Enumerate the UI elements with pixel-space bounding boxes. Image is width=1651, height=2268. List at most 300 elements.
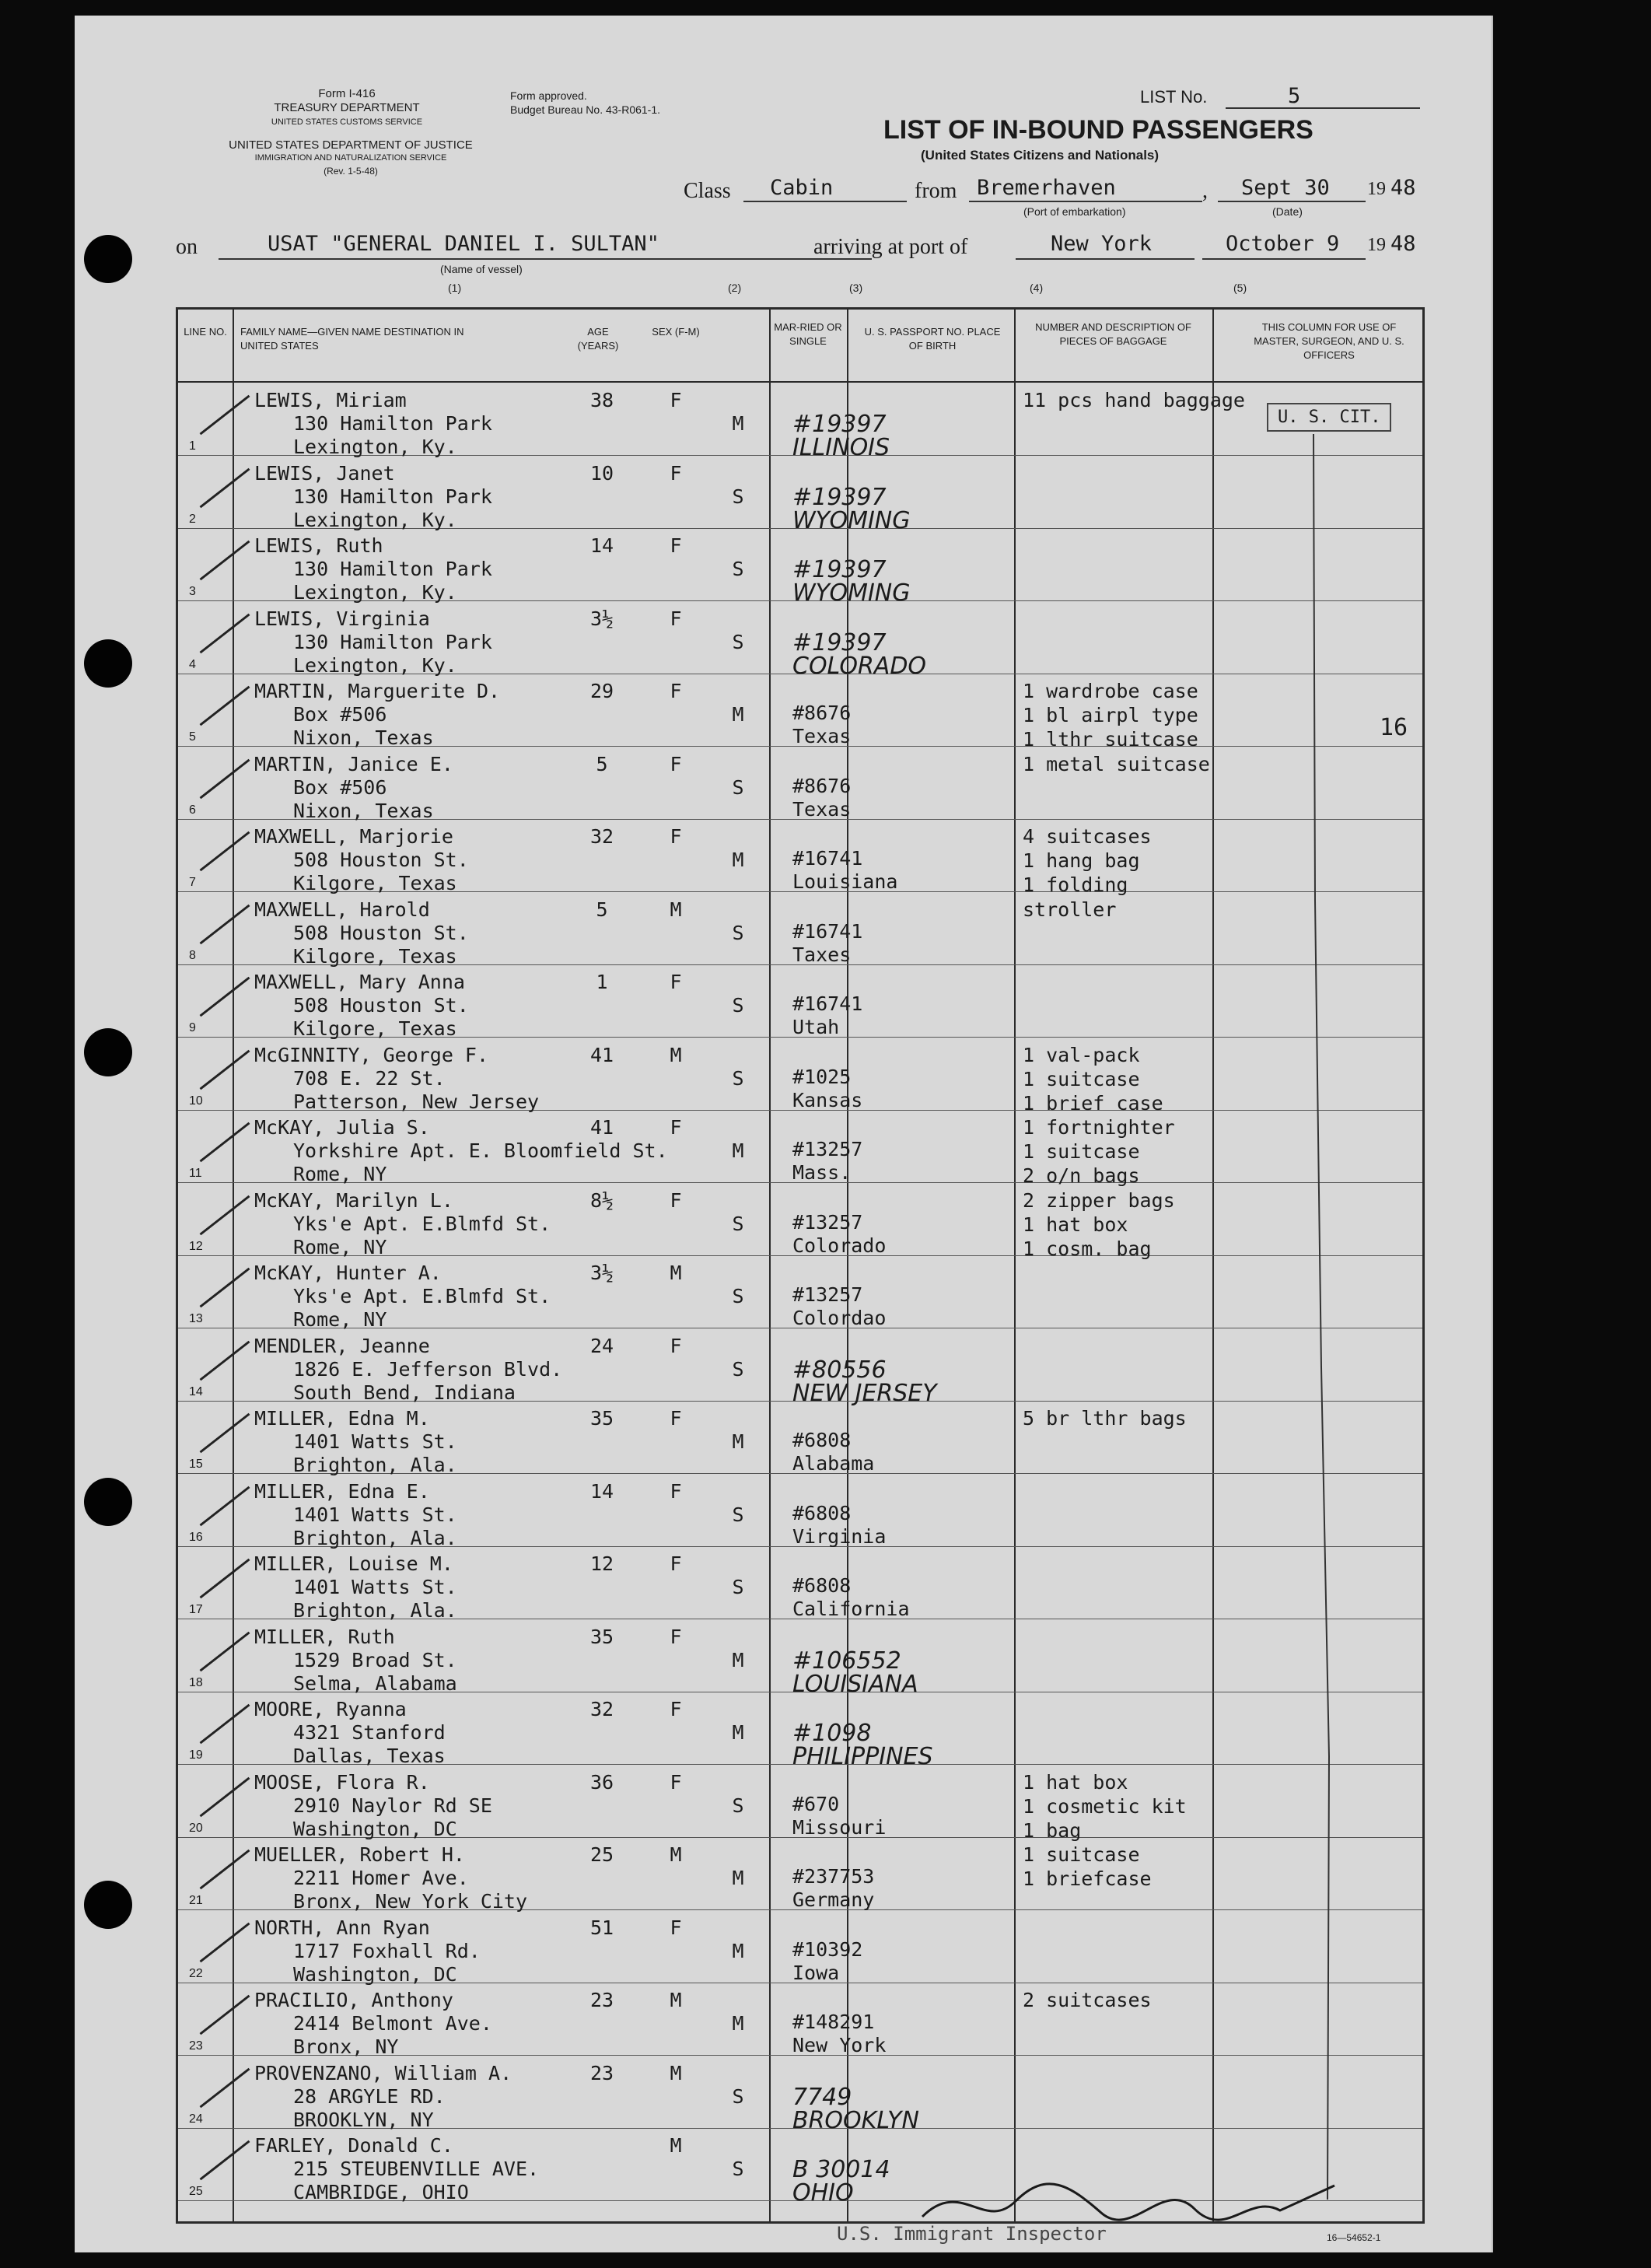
address-line-2: Lexington, Ky.: [293, 436, 457, 458]
passport-number: #19397: [792, 628, 887, 656]
place-of-birth: Alabama: [792, 1452, 875, 1475]
line-number: 2: [189, 512, 196, 526]
sex-value: F: [670, 1407, 682, 1430]
comma-1: ,: [1202, 179, 1208, 203]
place-of-birth: COLORADO: [792, 652, 927, 680]
check-mark: [200, 395, 250, 436]
page-title: LIST OF IN-BOUND PASSENGERS: [883, 115, 1313, 145]
age-value: 1: [596, 971, 608, 993]
passport-number: #1025: [792, 1065, 852, 1088]
customs-label: UNITED STATES CUSTOMS SERVICE: [271, 117, 423, 127]
sex-value: F: [670, 680, 682, 702]
address-line-1: 508 Houston St.: [293, 921, 469, 944]
table-row: [178, 1983, 1422, 2056]
place-of-birth: Germany: [792, 1888, 875, 1911]
baggage-item: 1 brief case: [1023, 1091, 1163, 1115]
table-row: [178, 1765, 1422, 1842]
passenger-name: LEWIS, Virginia: [254, 607, 430, 630]
passenger-name: PRACILIO, Anthony: [254, 1989, 453, 2011]
address-line-2: Brighton, Ala.: [293, 1454, 457, 1476]
header-age: AGE (YEARS): [577, 326, 619, 352]
table-row: [178, 964, 1422, 1038]
passenger-name: MILLER, Louise M.: [254, 1552, 453, 1575]
baggage-item: 11 pcs hand baggage: [1023, 389, 1245, 411]
passenger-name: McKAY, Julia S.: [254, 1116, 430, 1139]
vessel-name: USAT "GENERAL DANIEL I. SULTAN": [268, 232, 659, 256]
marital-status: S: [732, 994, 744, 1017]
address-line-2: Dallas, Texas: [293, 1745, 446, 1767]
address-line-2: BROOKLYN, NY: [293, 2108, 434, 2131]
address-line-2: Bronx, NY: [293, 2035, 399, 2058]
age-value: 32: [589, 825, 614, 848]
line-number: 5: [189, 730, 196, 744]
check-mark: [200, 467, 250, 508]
form-number: Form I-416: [318, 87, 376, 100]
passenger-name: MUELLER, Robert H.: [254, 1843, 465, 1866]
baggage-item: 1 folding: [1023, 873, 1128, 896]
baggage-item: 1 fortnighter: [1023, 1116, 1175, 1139]
class-value: Cabin: [770, 176, 834, 200]
address-line-2: Washington, DC: [293, 1962, 457, 1986]
address-line-1: 2910 Naylor Rd SE: [293, 1794, 492, 1817]
address-line-1: 2414 Belmont Ave.: [293, 2012, 492, 2035]
sex-value: M: [670, 1043, 682, 1066]
baggage-item: 1 bl airpl type: [1023, 704, 1198, 726]
age-value: 10: [589, 461, 614, 485]
line-number: 3: [189, 585, 196, 598]
from-label: from: [915, 179, 957, 203]
line-number: 19: [189, 1748, 203, 1762]
address-line-1: 1401 Watts St.: [293, 1576, 457, 1598]
sex-value: M: [670, 2061, 682, 2084]
address-line-2: Kilgore, Texas: [293, 872, 457, 894]
line-number: 21: [189, 1894, 203, 1907]
address-line-2: Bronx, New York City: [293, 1890, 528, 1913]
address-line-1: Yks'e Apt. E.Blmfd St.: [293, 1212, 551, 1235]
marital-status: M: [732, 1430, 744, 1453]
sex-value: M: [670, 1989, 682, 2011]
passport-number: #106552: [792, 1647, 901, 1675]
address-line-1: 130 Hamilton Park: [293, 558, 492, 580]
check-mark: [200, 1704, 250, 1745]
passport-number: 7749: [792, 2083, 852, 2111]
revision-label: (Rev. 1-5-48): [324, 166, 378, 177]
col-num-3: (3): [849, 282, 863, 294]
age-value: 35: [589, 1625, 614, 1648]
page-subtitle: (United States Citizens and Nationals): [921, 148, 1160, 163]
marital-status: M: [732, 1939, 744, 1962]
baggage-item: 1 bag: [1023, 1818, 1082, 1842]
table-row: [178, 892, 1422, 968]
marital-status: S: [732, 485, 744, 508]
passenger-name: McKAY, Marilyn L.: [254, 1188, 453, 1212]
address-line-2: Lexington, Ky.: [293, 653, 457, 677]
address-line-1: 2211 Homer Ave.: [293, 1867, 469, 1889]
arrival-port: New York: [1051, 232, 1153, 256]
address-line-2: Nixon, Texas: [293, 799, 434, 822]
approval-line-1: Form approved.: [510, 89, 587, 102]
baggage-item: 1 hang bag: [1023, 849, 1140, 872]
baggage-item: 1 cosmetic kit: [1023, 1794, 1187, 1818]
passenger-name: MILLER, Ruth: [254, 1625, 395, 1648]
vessel-underline: [219, 258, 872, 260]
year2: 48: [1390, 232, 1416, 256]
address-line-2: CAMBRIDGE, OHIO: [293, 2181, 469, 2203]
port-underline: [969, 201, 1202, 202]
treasury-label: TREASURY DEPARTMENT: [274, 101, 420, 114]
address-line-2: Kilgore, Texas: [293, 944, 457, 968]
approval-line-2: Budget Bureau No. 43-R061-1.: [510, 103, 661, 116]
passenger-name: MAXWELL, Harold: [254, 898, 430, 921]
place-of-birth: Kansas: [792, 1088, 863, 1111]
arrival-date: October 9: [1226, 232, 1340, 256]
age-value: 32: [589, 1698, 614, 1720]
line-number: 9: [189, 1021, 196, 1034]
place-of-birth: PHILIPPINES: [792, 1743, 933, 1770]
passport-number: #16741: [792, 992, 863, 1015]
address-line-1: 130 Hamilton Park: [293, 412, 492, 435]
marital-status: S: [732, 2084, 744, 2108]
address-line-1: 1529 Broad St.: [293, 1648, 457, 1671]
age-value: 25: [589, 1843, 614, 1866]
on-label: on: [176, 235, 198, 259]
age-value: 8½: [589, 1188, 614, 1212]
address-line-2: Nixon, Texas: [293, 726, 434, 749]
sex-value: M: [670, 1262, 682, 1284]
port-embarkation: Bremerhaven: [977, 176, 1116, 200]
baggage-item: 2 suitcases: [1023, 1989, 1152, 2011]
table-row: [178, 1255, 1422, 1331]
line-number: 23: [189, 2039, 203, 2053]
passenger-name: MAXWELL, Marjorie: [254, 825, 453, 848]
age-value: 14: [589, 1479, 614, 1503]
marital-status: M: [732, 412, 744, 435]
check-mark: [200, 1776, 250, 1817]
arriving-label: arriving at port of: [813, 235, 968, 259]
passport-number: B 30014: [792, 2156, 890, 2183]
line-number: 14: [189, 1384, 203, 1398]
binder-hole: [84, 1881, 132, 1929]
baggage-item: 1 metal suitcase: [1023, 752, 1210, 775]
check-mark: [200, 541, 250, 581]
date-underline: [1218, 201, 1366, 202]
address-line-1: 28 ARGYLE RD.: [293, 2084, 446, 2108]
place-of-birth: Taxes: [792, 943, 852, 966]
passenger-name: MILLER, Edna E.: [254, 1479, 430, 1503]
table-row: [178, 747, 1422, 820]
marital-status: M: [732, 1139, 744, 1162]
sex-value: F: [670, 534, 682, 557]
line-number: 1: [189, 439, 196, 453]
marital-status: M: [732, 1721, 744, 1744]
check-mark: [200, 1122, 250, 1163]
sex-value: M: [670, 898, 682, 921]
baggage-item: 1 val-pack: [1023, 1043, 1140, 1066]
marital-status: S: [732, 775, 744, 799]
year1: 48: [1390, 176, 1416, 200]
pencil-ditto-line: [1298, 434, 1360, 2207]
passenger-name: MOORE, Ryanna: [254, 1698, 407, 1720]
passport-number: #19397: [792, 483, 887, 511]
age-value: 24: [589, 1334, 614, 1357]
passenger-name: MAXWELL, Mary Anna: [254, 971, 465, 993]
baggage-item: 1 hat box: [1023, 1770, 1128, 1794]
passport-number: #8676: [792, 702, 852, 724]
inspector-label: U.S. Immigrant Inspector: [837, 2223, 1107, 2245]
line-number: 16: [189, 1530, 203, 1544]
address-line-1: 708 E. 22 St.: [293, 1066, 446, 1090]
age-value: 23: [589, 1989, 614, 2011]
line-number: 11: [189, 1167, 202, 1180]
vessel-caption: (Name of vessel): [440, 263, 523, 275]
check-mark: [200, 1559, 250, 1599]
address-line-2: Kilgore, Texas: [293, 1017, 457, 1040]
marital-status: S: [732, 558, 744, 580]
binder-hole: [84, 1478, 132, 1526]
list-no-label: LIST No.: [1140, 87, 1208, 107]
baggage-item: 2 o/n bags: [1023, 1164, 1140, 1187]
place-of-birth: Mass.: [792, 1161, 852, 1184]
passenger-name: McKAY, Hunter A.: [254, 1262, 442, 1284]
sex-value: F: [670, 752, 682, 775]
place-of-birth: WYOMING: [792, 579, 911, 607]
address-line-1: Yorkshire Apt. E. Bloomfield St.: [293, 1139, 668, 1162]
place-of-birth: ILLINOIS: [792, 434, 890, 461]
sex-value: F: [670, 1116, 682, 1139]
marital-status: S: [732, 1285, 744, 1307]
passenger-name: MARTIN, Marguerite D.: [254, 680, 501, 702]
age-value: 38: [589, 389, 614, 411]
marital-status: M: [732, 703, 744, 726]
address-line-1: Box #506: [293, 703, 387, 726]
age-value: 23: [589, 2061, 614, 2084]
place-of-birth: Louisiana: [792, 870, 898, 893]
age-value: 36: [589, 1770, 614, 1794]
check-mark: [200, 1340, 250, 1381]
header-line: LINE NO.: [184, 326, 227, 338]
arrival-port-underline: [1016, 258, 1195, 260]
port-embark-caption: (Port of embarkation): [1023, 205, 1126, 218]
age-value: 14: [589, 534, 614, 557]
address-line-1: 1826 E. Jefferson Blvd.: [293, 1357, 563, 1381]
line-number: 22: [189, 1966, 203, 1980]
address-line-1: Yks'e Apt. E.Blmfd St.: [293, 1285, 551, 1307]
sex-value: F: [670, 1625, 682, 1648]
place-of-birth: Missouri: [792, 1815, 887, 1839]
binder-hole: [84, 639, 132, 688]
check-mark: [200, 2067, 250, 2108]
passport-number: #237753: [792, 1865, 875, 1888]
inspector-signature: [915, 2170, 1350, 2240]
table-row: [178, 1401, 1422, 1474]
check-mark: [200, 1195, 250, 1235]
justice-label: UNITED STATES DEPARTMENT OF JUSTICE: [229, 138, 473, 152]
place-of-birth: WYOMING: [792, 506, 911, 534]
sex-value: F: [670, 1479, 682, 1503]
place-of-birth: Colorado: [792, 1234, 887, 1257]
form-agency-block: [246, 87, 448, 129]
sex-value: F: [670, 1916, 682, 1939]
age-value: 3½: [589, 1262, 614, 1284]
sex-value: F: [670, 461, 682, 485]
age-value: 5: [596, 898, 608, 921]
ins-label: IMMIGRATION AND NATURALIZATION SERVICE: [254, 153, 447, 163]
address-line-2: Rome, NY: [293, 1163, 387, 1185]
line-number: 13: [189, 1312, 203, 1325]
table-row: [178, 1692, 1422, 1770]
table-row: [178, 1474, 1422, 1547]
header-passport: U. S. PASSPORT NO. PLACE OF BIRTH: [864, 326, 1001, 352]
marital-status: M: [732, 849, 744, 871]
address-line-2: Patterson, New Jersey: [293, 1090, 540, 1113]
col-num-2: (2): [728, 282, 742, 294]
passenger-name: LEWIS, Janet: [254, 461, 395, 485]
age-value: 51: [589, 1916, 614, 1939]
table-row: [178, 456, 1422, 534]
passport-number: #8676: [792, 774, 852, 797]
check-mark: [200, 1995, 250, 2035]
passport-number: #670: [792, 1792, 840, 1815]
table-row: [178, 383, 1422, 461]
class-underline: [743, 201, 907, 202]
age-value: 12: [589, 1552, 614, 1575]
passport-number: #19397: [792, 556, 887, 583]
sex-value: F: [670, 1552, 682, 1575]
table-row: [178, 1619, 1422, 1698]
check-mark: [200, 977, 250, 1017]
year1-prefix: 19: [1367, 179, 1386, 199]
passenger-name: MENDLER, Jeanne: [254, 1334, 430, 1357]
passport-number: #6808: [792, 1429, 852, 1451]
place-of-birth: Utah: [792, 1016, 840, 1038]
baggage-item: 5 br lthr bags: [1023, 1407, 1187, 1430]
col-num-4: (4): [1030, 282, 1044, 294]
address-line-1: 1401 Watts St.: [293, 1430, 457, 1453]
header-officers: THIS COLUMN FOR USE OF MASTER, SURGEON, AND U. S. OFFICERS: [1254, 321, 1404, 361]
marital-status: S: [732, 921, 744, 944]
col-num-5: (5): [1233, 282, 1247, 294]
baggage-item: 1 briefcase: [1023, 1867, 1152, 1890]
place-of-birth: California: [792, 1598, 910, 1620]
passport-number: #13257: [792, 1138, 863, 1160]
line-number: 18: [189, 1675, 203, 1689]
departure-date: Sept 30: [1241, 176, 1330, 200]
address-line-2: Brighton, Ala.: [293, 1526, 457, 1549]
table-row: [178, 1183, 1422, 1260]
passenger-table: [176, 307, 1425, 2224]
place-of-birth: New York: [792, 2034, 887, 2056]
sex-value: F: [670, 971, 682, 993]
sex-value: M: [670, 1843, 682, 1866]
line-number: 17: [189, 1603, 203, 1616]
passenger-name: LEWIS, Miriam: [254, 389, 407, 411]
address-line-1: 508 Houston St.: [293, 994, 469, 1017]
check-mark: [200, 2140, 250, 2181]
passport-number: #16741: [792, 847, 863, 870]
line-number: 7: [189, 876, 196, 889]
address-line-2: Lexington, Ky.: [293, 581, 457, 604]
marital-status: M: [732, 1648, 744, 1671]
baggage-item: 2 zipper bags: [1023, 1188, 1175, 1212]
table-row: [178, 1837, 1422, 1913]
baggage-item: stroller: [1023, 898, 1117, 921]
place-of-birth: BROOKLYN: [792, 2106, 919, 2134]
address-line-2: Selma, Alabama: [293, 1671, 457, 1695]
check-mark: [200, 1486, 250, 1526]
sex-value: F: [670, 1188, 682, 1212]
place-of-birth: NEW JERSEY: [792, 1379, 937, 1407]
sex-value: F: [670, 389, 682, 411]
table-row: [178, 819, 1422, 896]
date-caption: (Date): [1272, 205, 1303, 218]
baggage-item: 1 hat box: [1023, 1213, 1128, 1236]
age-value: 41: [589, 1043, 614, 1066]
place-of-birth: Texas: [792, 725, 852, 747]
baggage-item: 1 lthr suitcase: [1023, 728, 1198, 751]
approval-block: [510, 89, 660, 117]
marital-status: S: [732, 1576, 744, 1598]
header-sex: SEX (F-M): [652, 326, 700, 338]
address-line-2: Rome, NY: [293, 1308, 387, 1331]
table-row: [178, 1328, 1422, 1407]
passport-number: #80556: [792, 1356, 887, 1384]
passenger-name: McGINNITY, George F.: [254, 1043, 489, 1066]
arrival-date-underline: [1202, 258, 1366, 260]
table-row: [178, 1038, 1422, 1115]
sex-value: M: [670, 2134, 682, 2157]
address-line-1: 215 STEUBENVILLE AVE.: [293, 2158, 540, 2180]
check-mark: [200, 831, 250, 872]
passport-number: #13257: [792, 1283, 863, 1306]
address-line-1: 130 Hamilton Park: [293, 630, 492, 653]
age-value: 3½: [589, 607, 614, 630]
marital-status: S: [732, 630, 744, 653]
address-line-2: Rome, NY: [293, 1235, 387, 1258]
check-mark: [200, 1268, 250, 1308]
sex-value: F: [670, 1334, 682, 1357]
passport-number: #6808: [792, 1501, 852, 1524]
address-line-1: 508 Houston St.: [293, 849, 469, 871]
check-mark: [200, 613, 250, 653]
passenger-name: MILLER, Edna M.: [254, 1407, 430, 1430]
table-row: [178, 2056, 1422, 2134]
passenger-name: MOOSE, Flora R.: [254, 1770, 430, 1794]
document-page: [75, 16, 1493, 2252]
baggage-item: 1 suitcase: [1023, 1843, 1140, 1866]
address-line-1: 1717 Foxhall Rd.: [293, 1939, 481, 1962]
line-number: 20: [189, 1821, 203, 1835]
address-line-1: Box #506: [293, 775, 387, 799]
list-no-value: 5: [1288, 84, 1301, 108]
place-of-birth: Colordao: [792, 1307, 887, 1329]
age-value: 35: [589, 1407, 614, 1430]
baggage-item: 4 suitcases: [1023, 825, 1152, 848]
line-number: 12: [189, 1239, 203, 1253]
place-of-birth: Virginia: [792, 1524, 887, 1548]
passport-number: #13257: [792, 1210, 863, 1234]
baggage-item: 1 suitcase: [1023, 1067, 1140, 1090]
check-mark: [200, 1413, 250, 1454]
line-number: 10: [189, 1094, 203, 1108]
check-mark: [200, 686, 250, 726]
passenger-name: PROVENZANO, William A.: [254, 2061, 512, 2084]
year2-prefix: 19: [1367, 235, 1386, 255]
table-row: [178, 1546, 1422, 1622]
line-number: 15: [189, 1458, 203, 1471]
address-line-1: 4321 Stanford: [293, 1721, 446, 1744]
check-mark: [200, 904, 250, 944]
check-mark: [200, 758, 250, 799]
